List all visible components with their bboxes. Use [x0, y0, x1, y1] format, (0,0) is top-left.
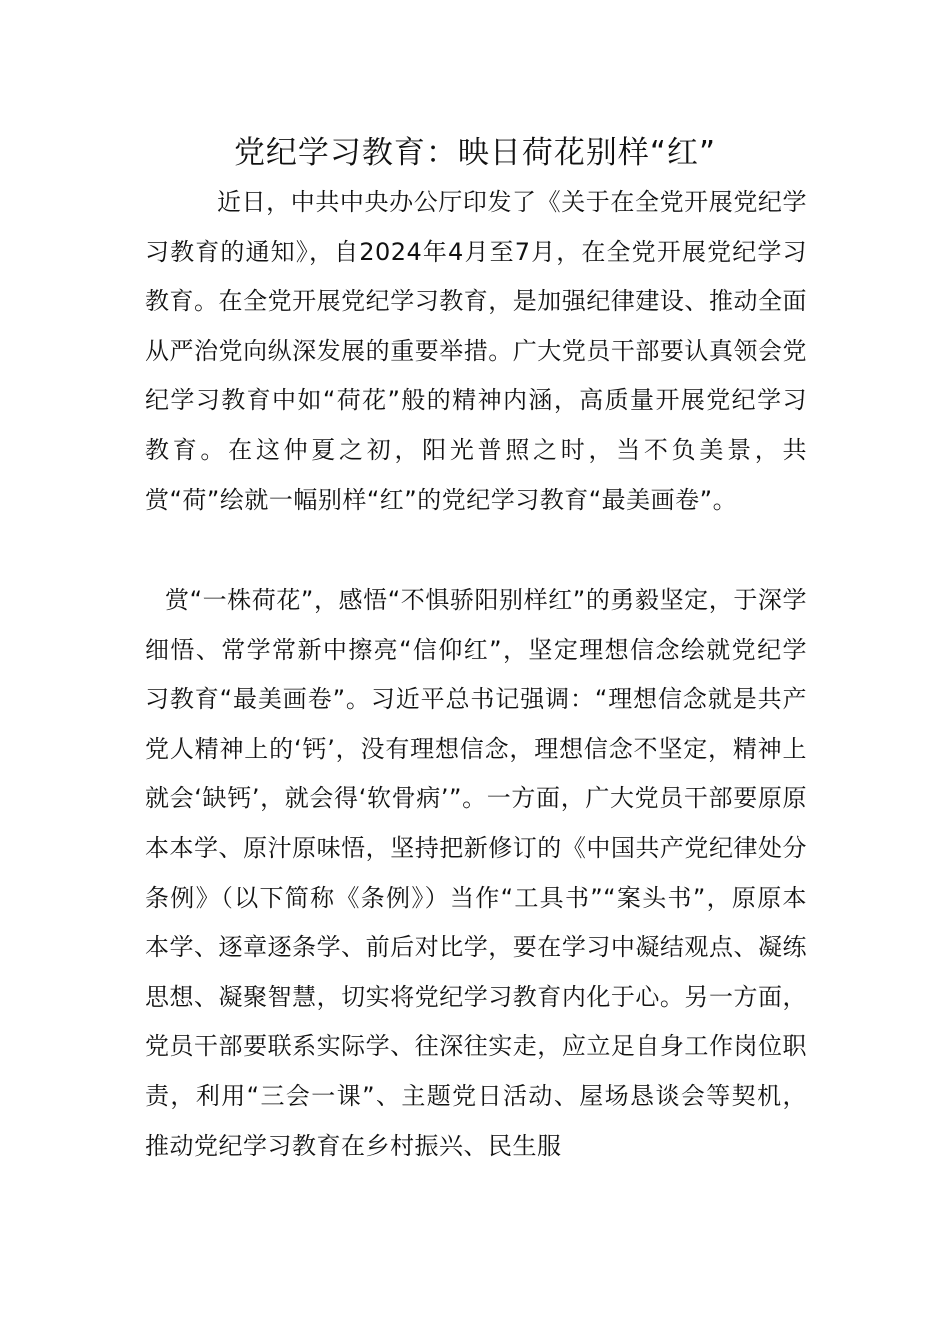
paragraph-intro: 近日，中共中央办公厅印发了《关于在全党开展党纪学习教育的通知》，自2024年4月至7月，在全党开展党纪学习教育。在全党开展党纪学习教育，是加强纪律建设、推动全面从严治党向纵深发展的重要举措。广大党员干部要认真领会党纪学习教育中如“荷花”般的精神内涵，高质量开展党纪学习教育。在这仲夏之初，阳光普照之时，当不负美景，共赏“荷”绘就一幅别样“红”的党纪学习教育“最美画卷”。 [145, 188, 807, 514]
document-title: 党纪学习教育：映日荷花别样“红” [233, 135, 717, 171]
paragraph-lotus: 赏“一株荷花”，感悟“不惧骄阳别样红”的勇毅坚定，于深学细悟、常学常新中擦亮“信仰红”，坚定理想信念绘就党纪学习教育“最美画卷”。习近平总书记强调：“理想信念就是共产党人精神上的‘钙’，没有理想信念，理想信念不坚定，精神上就会‘缺钙’，就会得‘软骨病’”。一方面，广大党员干部要原原本本学、原汁原味悟，坚持把新修订的《中国共产党纪律处分条例》（以下简称《条例》）当作“工具书”“案头书”，原原本本学、逐章逐条学、前后对比学，要在学习中凝结观点、凝练思想、凝聚智慧，切实将党纪学习教育内化于心。另一方面，党员干部要联系实际学、往深往实走，应立足自身工作岗位职责，利用“三会一课”、主题党日活动、屋场恳谈会等契机，推动党纪学习教育在乡村振兴、民生服 [145, 586, 807, 1160]
